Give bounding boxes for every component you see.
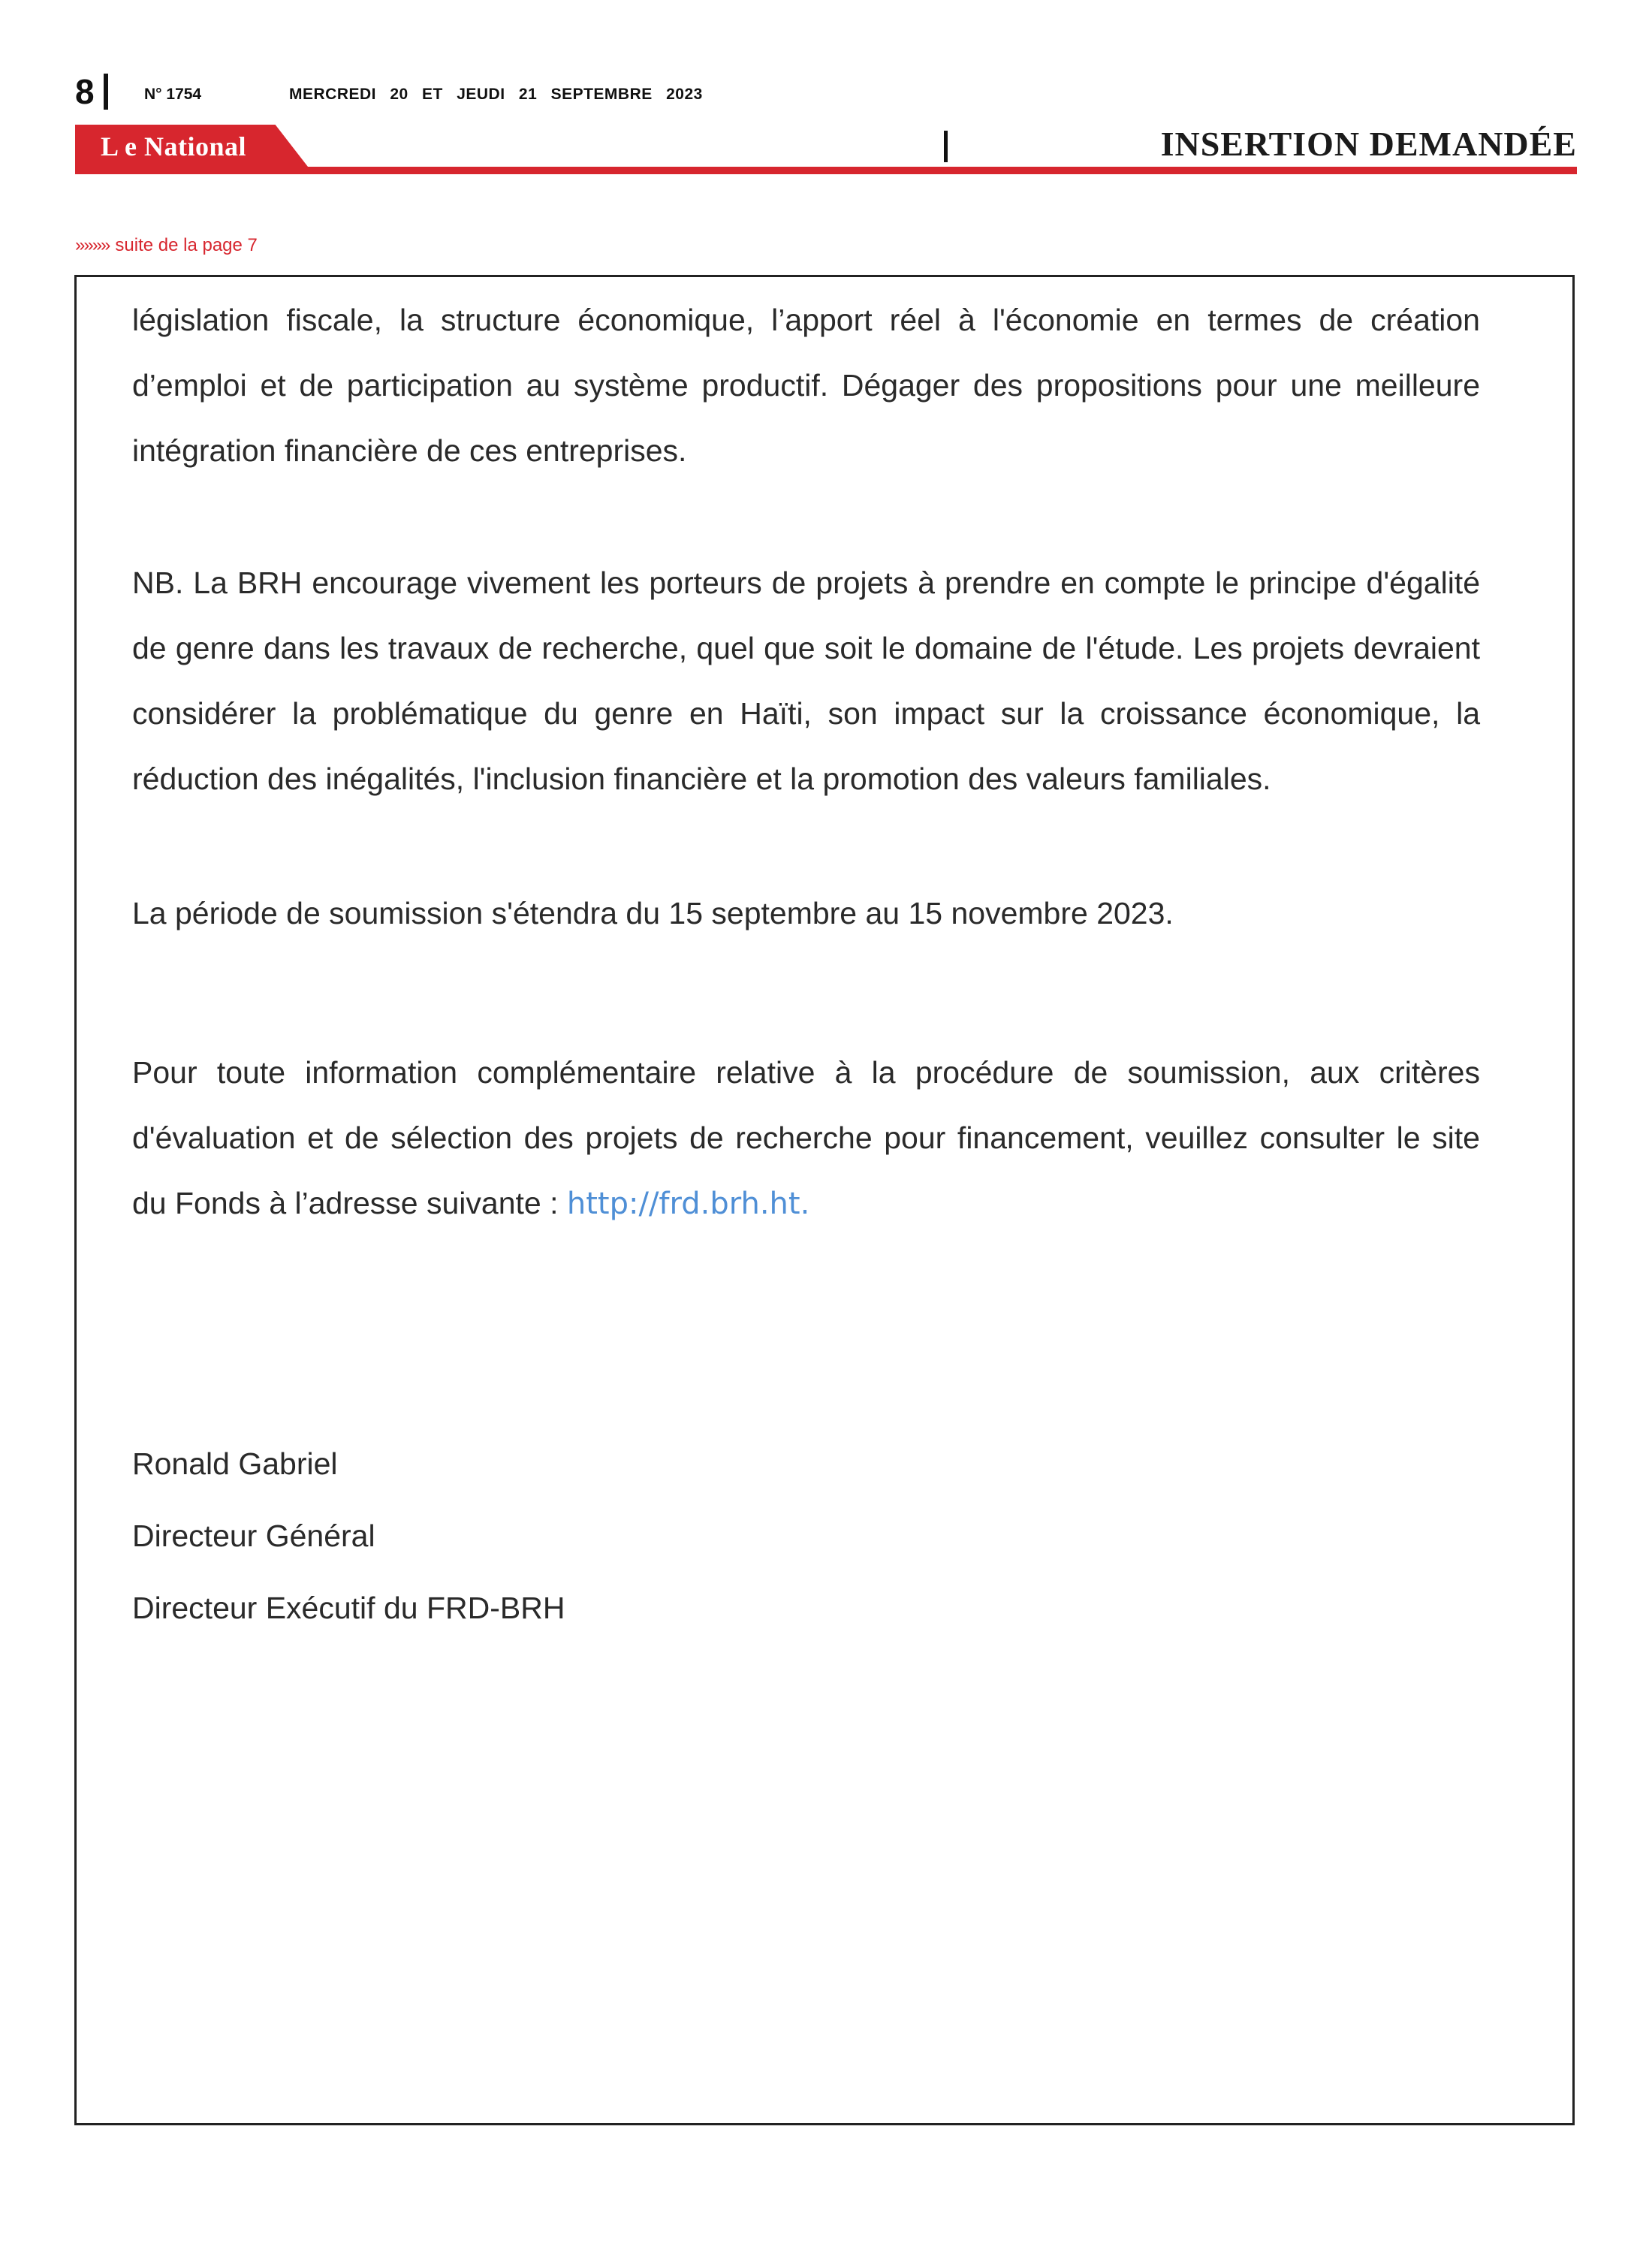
continuation-note — [75, 234, 258, 257]
page-number-divider — [104, 74, 108, 110]
paragraph-4-text: Pour toute information complémentaire relative à la procédure de soumission, aux critères d'évaluation et de sélection des projets de recherche pour financement, veuillez consulter le site du Fonds à l’adresse suivante : — [132, 1055, 1480, 1220]
section-divider — [944, 131, 948, 162]
issue-number: N° 1754 — [144, 86, 202, 103]
masthead — [75, 69, 1577, 182]
website-link[interactable]: http://frd.brh.ht. — [566, 1187, 810, 1221]
paragraph-4 — [132, 1040, 1480, 1237]
paragraph-3: La période de soumission s'étendra du 15 septembre au 15 novembre 2023. — [132, 896, 1174, 930]
masthead-rule — [75, 167, 1577, 174]
signatory-name: Ronald Gabriel — [132, 1446, 338, 1481]
continuation-arrows: »»»» — [75, 235, 110, 255]
notice-box — [74, 275, 1575, 2125]
section-title: INSERTION DEMANDÉE — [1160, 125, 1577, 163]
continuation-text: suite de la page 7 — [115, 235, 258, 255]
paragraph-1: législation fiscale, la structure économique, l’apport réel à l'économie en termes de création d’emploi et de participation au système productif. Dégager des propositions pour une meilleure intégration financière de ces entreprises. — [132, 303, 1480, 468]
newspaper-logo: L e National — [101, 131, 247, 161]
paragraph-2: NB. La BRH encourage vivement les porteurs de projets à prendre en compte le principe d'égalité de genre dans les travaux de recherche, quel que soit le domaine de l'étude. Les projets devraient considérer la problématique du genre en Haïti, son impact sur la croissance économique, la réduction des inégalités, l'inclusion financière et la promotion des valeurs familiales. — [132, 566, 1480, 796]
issue-date: MERCREDI 20 ET JEUDI 21 SEPTEMBRE 2023 — [289, 86, 703, 103]
page-number: 8 — [75, 72, 95, 111]
signatory-title-2: Directeur Exécutif du FRD-BRH — [132, 1591, 565, 1625]
signatory-title-1: Directeur Général — [132, 1519, 375, 1553]
